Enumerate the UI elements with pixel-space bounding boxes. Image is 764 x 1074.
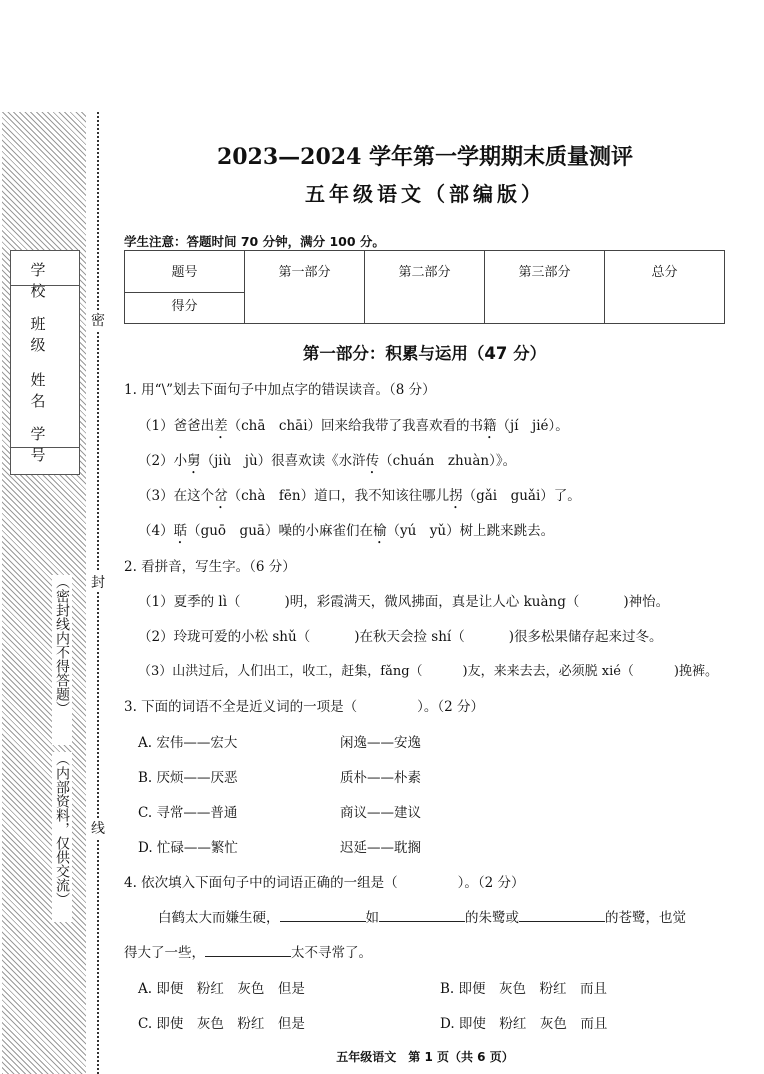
field-number: 学 号 xyxy=(30,425,60,464)
score-header-part1: 第一部分 xyxy=(245,251,365,324)
field-name: 姓 名 xyxy=(30,371,60,410)
q2-stem: 2. 看拼音，写生字。（6 分） xyxy=(124,559,296,575)
q2-item2: （2）玲珑可爱的小松 shǔ（ )在秋天会捡 shí（ )很多松果储存起来过冬。 xyxy=(138,629,663,645)
q3-option-a-2: 闲逸——安逸 xyxy=(340,735,421,751)
q4-option-c: C. 即使 灰色 粉红 但是 xyxy=(138,1016,305,1032)
student-info-box xyxy=(10,250,80,475)
q2-item1: （1）夏季的 lì（ )明，彩霞满天，微风拂面，真是让人心 kuàng（ )神怡。 xyxy=(138,594,670,610)
score-header-qno: 题号 xyxy=(125,251,245,293)
q1-item2: （2）小舅（jiù jù）很喜欢读《水浒传（chuán zhuàn）》。 xyxy=(138,453,517,469)
q1-item3: （3）在这个岔（chà fēn）道口，我不知该往哪儿拐（gǎi guǎi）了。 xyxy=(138,488,581,504)
section1-title: 第一部分：积累与运用（47 分） xyxy=(302,344,547,363)
q2-item3: （3）山洪过后，人们出工，收工，赶集，fǎng（ )友，来来去去，必须脱 xié（ )挽裤。 xyxy=(138,664,718,679)
q1-item1: （1）爸爸出差（chā chāi）回来给我带了我喜欢看的书籍（jí jié）。 xyxy=(138,418,569,434)
q4-option-a: A. 即便 粉红 灰色 但是 xyxy=(138,981,305,997)
q3-stem: 3. 下面的词语不全是近义词的一项是（ ）。（2 分） xyxy=(124,699,485,715)
seal-dotted-line xyxy=(97,112,99,1074)
score-table xyxy=(124,250,725,324)
sealed-line-notice: （密封线内不得答题） xyxy=(52,575,72,745)
score-header-part2: 第二部分 xyxy=(365,251,485,324)
seal-char-mi: 密 xyxy=(90,310,106,330)
exam-title: 2023—2024 学年第一学期期末质量测评 xyxy=(216,144,634,170)
seal-char-xian: 线 xyxy=(90,818,106,838)
q3-option-a: A. 宏伟——宏大 xyxy=(138,735,238,751)
score-header-part3: 第三部分 xyxy=(485,251,605,324)
score-row-label: 得分 xyxy=(125,292,245,323)
q3-option-d-2: 迟延——耽搁 xyxy=(340,840,421,856)
student-notice: 学生注意：答题时间 70 分钟，满分 100 分。 xyxy=(124,234,385,249)
field-class: 班 级 xyxy=(30,315,60,354)
q4-sentence-line2: 得大了一些， 太不寻常了。 xyxy=(124,941,372,961)
score-header-total: 总分 xyxy=(605,251,725,324)
q3-option-c-2: 商议——建议 xyxy=(340,805,421,821)
q3-option-d: D. 忙碌——繁忙 xyxy=(138,840,238,856)
q3-option-c: C. 寻常——普通 xyxy=(138,805,238,821)
q1-item4: （4）聒（guō guā）噪的小麻雀们在榆（yú yǔ）树上跳来跳去。 xyxy=(138,523,555,539)
field-school: 学 校 xyxy=(30,261,60,300)
q3-option-b-2: 质朴——朴素 xyxy=(340,770,421,786)
q1-stem: 1. 用“\”划去下面句子中加点字的错误读音。（8 分） xyxy=(124,382,436,398)
seal-char-feng: 封 xyxy=(90,572,106,592)
page-footer: 五年级语文 第 1 页（共 6 页） xyxy=(336,1050,514,1064)
internal-material-notice: （内部资料，仅供交流） xyxy=(52,752,72,922)
q4-option-b: B. 即便 灰色 粉红 而且 xyxy=(440,981,608,997)
exam-subtitle: 五年级语文（部编版） xyxy=(305,182,545,206)
q3-option-b: B. 厌烦——厌恶 xyxy=(138,770,238,786)
q4-sentence-line1: 白鹤太大而嫌生硬， 如 的朱鹭或 的苍鹭，也觉 xyxy=(158,906,686,926)
q4-stem: 4. 依次填入下面句子中的词语正确的一组是（ ）。（2 分） xyxy=(124,875,525,891)
q4-option-d: D. 即使 粉红 灰色 而且 xyxy=(440,1016,608,1032)
